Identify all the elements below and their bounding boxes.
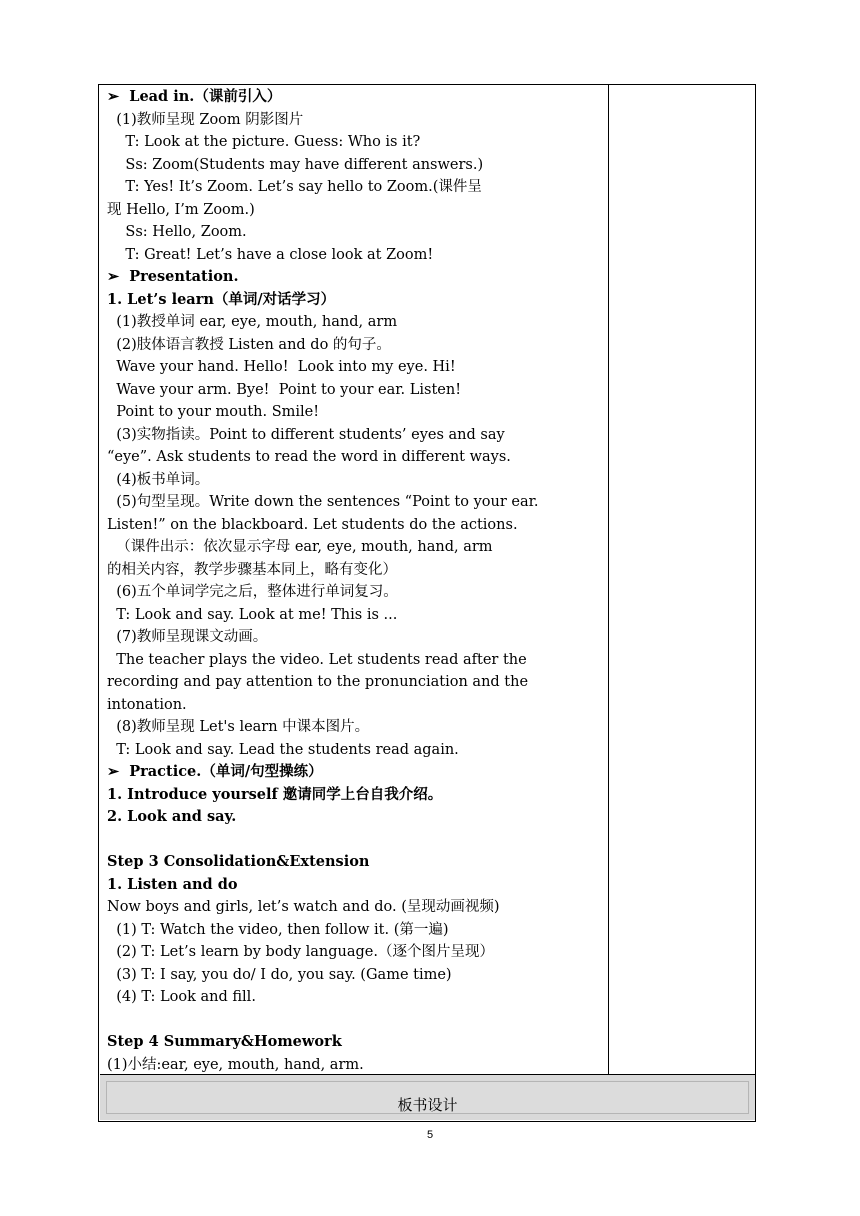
lesson-line: (2)肢体语言教授 Listen and do 的句子。 [107,336,391,353]
column-divider [608,84,609,1074]
lesson-plan-content [107,86,603,1076]
lesson-line: intonation. [107,696,187,713]
lesson-line: (1) T: Watch the video, then follow it. (第一遍) [107,921,449,938]
lesson-line: T: Look and say. Look at me! This is ... [107,606,398,623]
lesson-line: T: Look and say. Lead the students read again. [107,741,459,758]
lesson-line: Step 4 Summary&Homework [107,1033,342,1050]
lesson-line: (4)板书单词。 [107,471,210,488]
lesson-line: T: Great! Let’s have a close look at Zoom! [107,246,434,263]
lesson-line: (1)教师呈现 Zoom 阴影图片 [107,111,304,128]
lesson-line: 1. Listen and do [107,875,238,893]
lesson-line: Step 3 Consolidation&Extension [107,853,370,870]
lesson-line: ➢ Presentation. [107,268,239,285]
lesson-line: (3) T: I say, you do/ I do, you say. (Game time) [107,966,452,983]
lesson-line: 现 Hello, I’m Zoom.) [107,201,255,218]
lesson-line: Point to your mouth. Smile! [107,404,320,420]
lesson-line: 1. Let’s learn（单词/对话学习） [107,290,336,308]
board-design-cell [106,1081,749,1114]
lesson-line: (2) T: Let’s learn by body language.（逐个图片呈现） [107,944,494,960]
lesson-line: 的相关内容，教学步骤基本同上，略有变化） [107,561,397,578]
lesson-line: Listen!” on the blackboard. Let students do the actions. [107,516,518,533]
page-number: 5 [426,1129,434,1141]
lesson-line: (8)教师呈现 Let's learn 中课本图片。 [107,719,370,735]
lesson-line [107,829,603,852]
lesson-line: ➢ Practice.（单词/句型操练） [107,763,323,780]
lesson-line [107,1009,603,1032]
board-design-label: 板书设计 [397,1096,458,1114]
lesson-line: Ss: Hello, Zoom. [107,224,247,240]
lesson-line: T: Yes! It’s Zoom. Let’s say hello to Zoom.(课件呈 [107,179,482,195]
lesson-line: (1)教授单词 ear, eye, mouth, hand, arm [107,314,398,330]
lesson-line: Ss: Zoom(Students may have different answers.) [107,156,484,173]
lesson-line: Wave your hand. Hello! Look into my eye. Hi! [107,359,456,375]
lesson-line: “eye”. Ask students to read the word in different ways. [107,449,511,465]
board-design-row [100,1074,755,1120]
lesson-line: ➢ Lead in.（课前引入） [107,88,282,105]
lesson-line: (4) T: Look and fill. [107,989,256,1005]
lesson-line: Wave your arm. Bye! Point to your ear. Listen! [107,381,462,398]
lesson-line: (5)句型呈现。Write down the sentences “Point to your ear. [107,494,539,510]
lesson-line: T: Look at the picture. Guess: Who is it? [107,134,421,150]
lesson-line: （课件出示：依次显示字母 ear, eye, mouth, hand, arm [107,539,493,555]
lesson-line: 1. Introduce yourself 邀请同学上台自我介绍。 [107,785,443,803]
lesson-line: (7)教师呈现课文动画。 [107,629,268,645]
lesson-line: 2. Look and say. [107,808,237,825]
lesson-line: recording and pay attention to the pronunciation and the [107,674,529,690]
lesson-line: The teacher plays the video. Let students read after the [107,651,527,668]
lesson-line: (3)实物指读。Point to different students’ eyes and say [107,426,505,443]
lesson-line: (6)五个单词学完之后，整体进行单词复习。 [107,584,398,600]
lesson-line: (1)小结:ear, eye, mouth, hand, arm. [107,1056,364,1073]
lesson-line: Now boys and girls, let’s watch and do. (呈现动画视频) [107,899,500,915]
